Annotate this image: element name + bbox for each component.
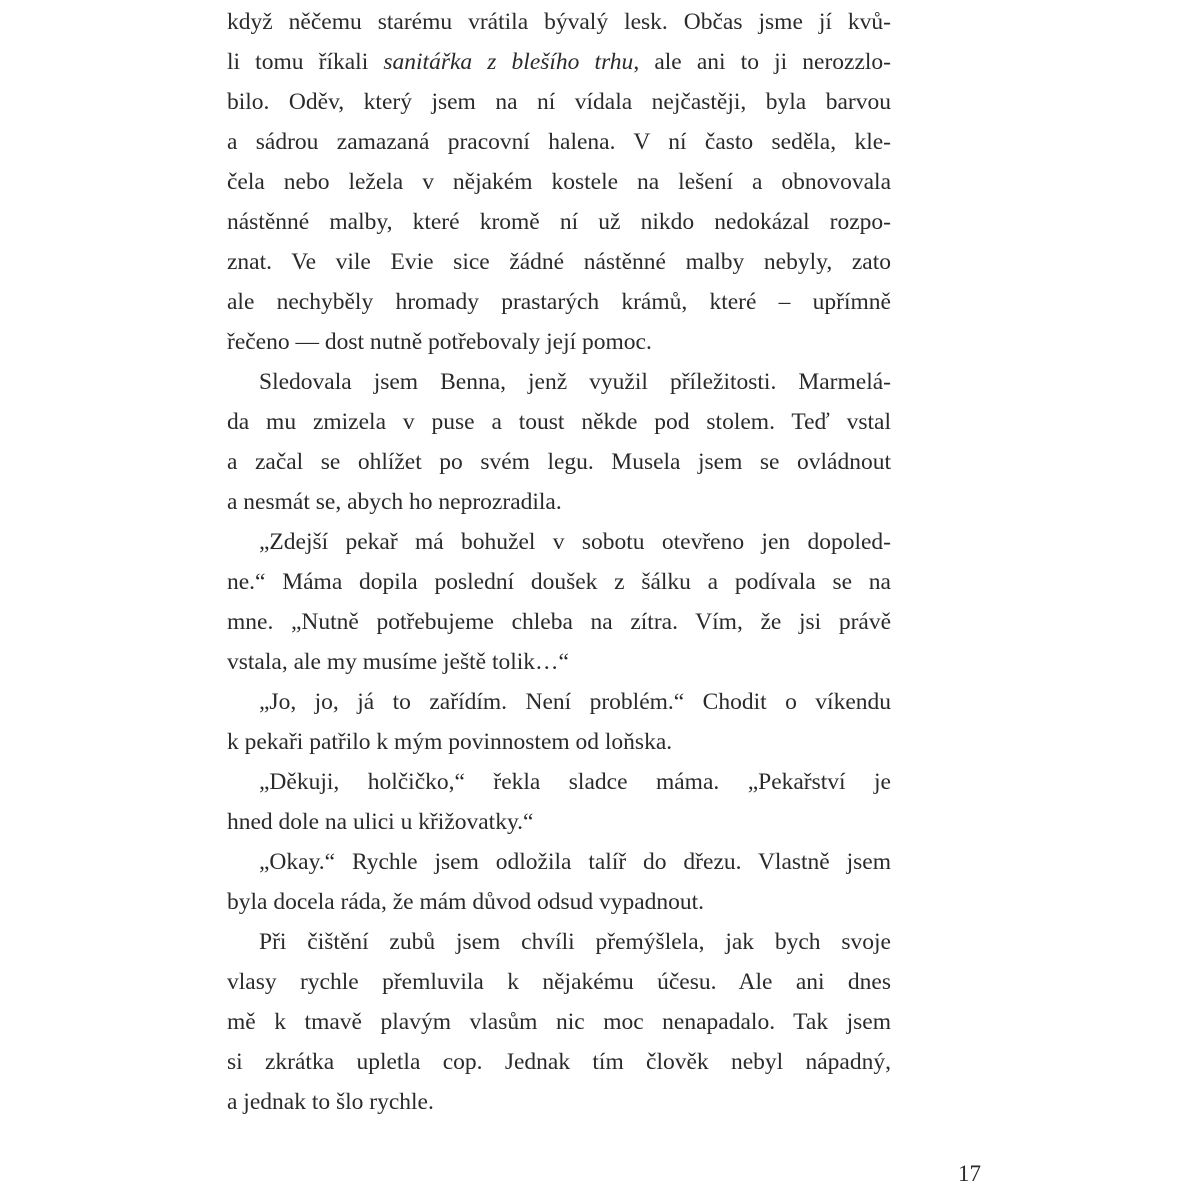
text-line: a začal se ohlížet po svém legu. Musela jsem se ovládnout [227,449,891,475]
text-line: da mu zmizela v puse a toust někde pod stolem. Teď vstal [227,409,891,435]
text-line: vlasy rychle přemluvila k nějakému účesu. Ale ani dnes [227,969,891,995]
text-line: ne.“ Máma dopila poslední doušek z šálku a podívala se na [227,569,891,595]
italic-phrase: sanitářka z blešího trhu [383,49,634,75]
text-line: „Zdejší pekař má bohužel v sobotu otevřeno jen dopoled- [259,529,891,555]
text-line: mne. „Nutně potřebujeme chleba na zítra. Vím, že jsi právě [227,609,891,635]
text-line: „Okay.“ Rychle jsem odložila talíř do dřezu. Vlastně jsem [259,849,891,875]
text-line [227,42,891,82]
text-line: čela nebo ležela v nějakém kostele na lešení a obnovovala [227,169,891,195]
text-line: znat. Ve vile Evie sice žádné nástěnné malby nebyly, zato [227,249,891,275]
text-line: a jednak to šlo rychle. [227,1089,434,1115]
text-line: a nesmát se, abych ho neprozradila. [227,489,562,515]
text-line: Sledovala jsem Benna, jenž využil příležitosti. Marmelá- [259,369,891,395]
text-line: byla docela ráda, že mám důvod odsud vypadnout. [227,889,705,915]
page-number: 17 [958,1161,981,1186]
text-line: ale nechyběly hromady prastarých krámů, které – upřímně [227,289,891,315]
text-line: „Děkuji, holčičko,“ řekla sladce máma. „Pekařství je [259,769,891,795]
text-line: „Jo, jo, já to zařídím. Není problém.“ Chodit o víkendu [259,689,891,715]
text-span: li tomu říkali [227,49,384,75]
text-line: bilo. Oděv, který jsem na ní vídala nejčastěji, byla barvou [227,89,891,115]
text-line: když něčemu starému vrátila bývalý lesk. Občas jsme jí kvů- [227,9,891,35]
text-span: , ale ani to ji nerozzlo- [633,49,891,75]
text-line: k pekaři patřilo k mým povinnostem od loňska. [227,729,673,755]
text-line: Při čištění zubů jsem chvíli přemýšlela, jak bych svoje [259,929,891,955]
text-line: vstala, ale my musíme ještě tolik…“ [227,649,569,675]
text-line: mě k tmavě plavým vlasům nic moc nenapadalo. Tak jsem [227,1009,891,1035]
text-line: si zkrátka upletla cop. Jednak tím člověk nebyl nápadný, [227,1049,891,1075]
text-line: a sádrou zamazaná pracovní halena. V ní často seděla, kle- [227,129,891,155]
text-line: nástěnné malby, které kromě ní už nikdo nedokázal rozpo- [227,209,891,235]
text-line: řečeno — dost nutně potřebovaly její pomoc. [227,329,652,355]
text-line: hned dole na ulici u křižovatky.“ [227,809,534,835]
